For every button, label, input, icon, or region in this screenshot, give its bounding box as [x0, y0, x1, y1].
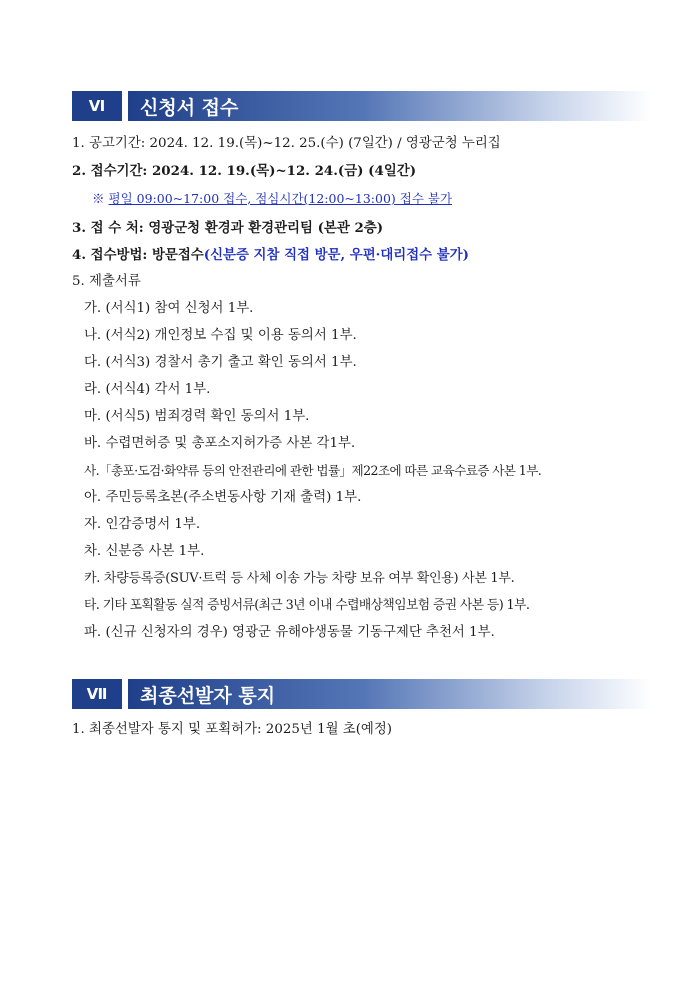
document-item: 다. (서식3) 경찰서 총기 출고 확인 동의서 1부.	[84, 355, 357, 370]
reception-method-label: 4. 접수방법: 방문접수	[72, 247, 204, 263]
document-item: 타. 기타 포획활동 실적 증빙서류(최근 3년 이내 수렵배상책임보험 증권 사본 등) 1부.	[84, 598, 530, 613]
section-7-number: Ⅶ	[72, 679, 122, 709]
reception-place: 3. 접 수 처: 영광군청 환경과 환경관리팀 (본관 2층)	[72, 220, 384, 236]
section-6-header	[72, 91, 652, 121]
document-item: 마. (서식5) 범죄경력 확인 동의서 1부.	[84, 409, 310, 424]
note-mark: ※	[92, 191, 105, 206]
required-documents-heading: 5. 제출서류	[72, 274, 141, 289]
reception-period: 2. 접수기간: 2024. 12. 19.(목)~12. 24.(금) (4일간)	[72, 163, 417, 179]
reception-hours-note	[92, 189, 452, 209]
reception-method	[72, 245, 469, 265]
section-7-header	[72, 679, 652, 709]
document-item: 바. 수렵면허증 및 총포소지허가증 사본 각1부.	[84, 436, 356, 451]
document-item: 나. (서식2) 개인정보 수집 및 이용 동의서 1부.	[84, 328, 357, 343]
document-item: 아. 주민등록초본(주소변동사항 기재 출력) 1부.	[84, 490, 362, 505]
document-item: 가. (서식1) 참여 신청서 1부.	[84, 301, 254, 316]
document-item: 차. 신분증 사본 1부.	[84, 544, 205, 559]
announcement-period: 1. 공고기간: 2024. 12. 19.(목)~12. 25.(수) (7일간) / 영광군청 누리집	[72, 136, 501, 151]
section-7-title: 최종선발자 통지	[128, 679, 652, 709]
section-6-title: 신청서 접수	[128, 91, 652, 121]
section-6-number: Ⅵ	[72, 91, 122, 121]
reception-method-detail: (신분증 지참 직접 방문, 우편·대리접수 불가)	[203, 247, 469, 263]
note-text: 평일 09:00~17:00 접수, 점심시간(12:00~13:00) 접수 불가	[108, 191, 453, 206]
document-item: 라. (서식4) 각서 1부.	[84, 382, 211, 397]
final-selection-notice: 1. 최종선발자 통지 및 포획허가: 2025년 1월 초(예정)	[72, 722, 393, 737]
document-item: 카. 차량등록증(SUV·트럭 등 사체 이송 가능 차량 보유 여부 확인용) 사본 1부.	[84, 571, 515, 586]
document-item: 자. 인감증명서 1부.	[84, 517, 201, 532]
document-item: 파. (신규 신청자의 경우) 영광군 유해야생동물 기동구제단 추천서 1부.	[84, 625, 495, 640]
document-item: 사.「총포·도검·화약류 등의 안전관리에 관한 법률」제22조에 따른 교육수료증 사본 1부.	[84, 463, 542, 478]
